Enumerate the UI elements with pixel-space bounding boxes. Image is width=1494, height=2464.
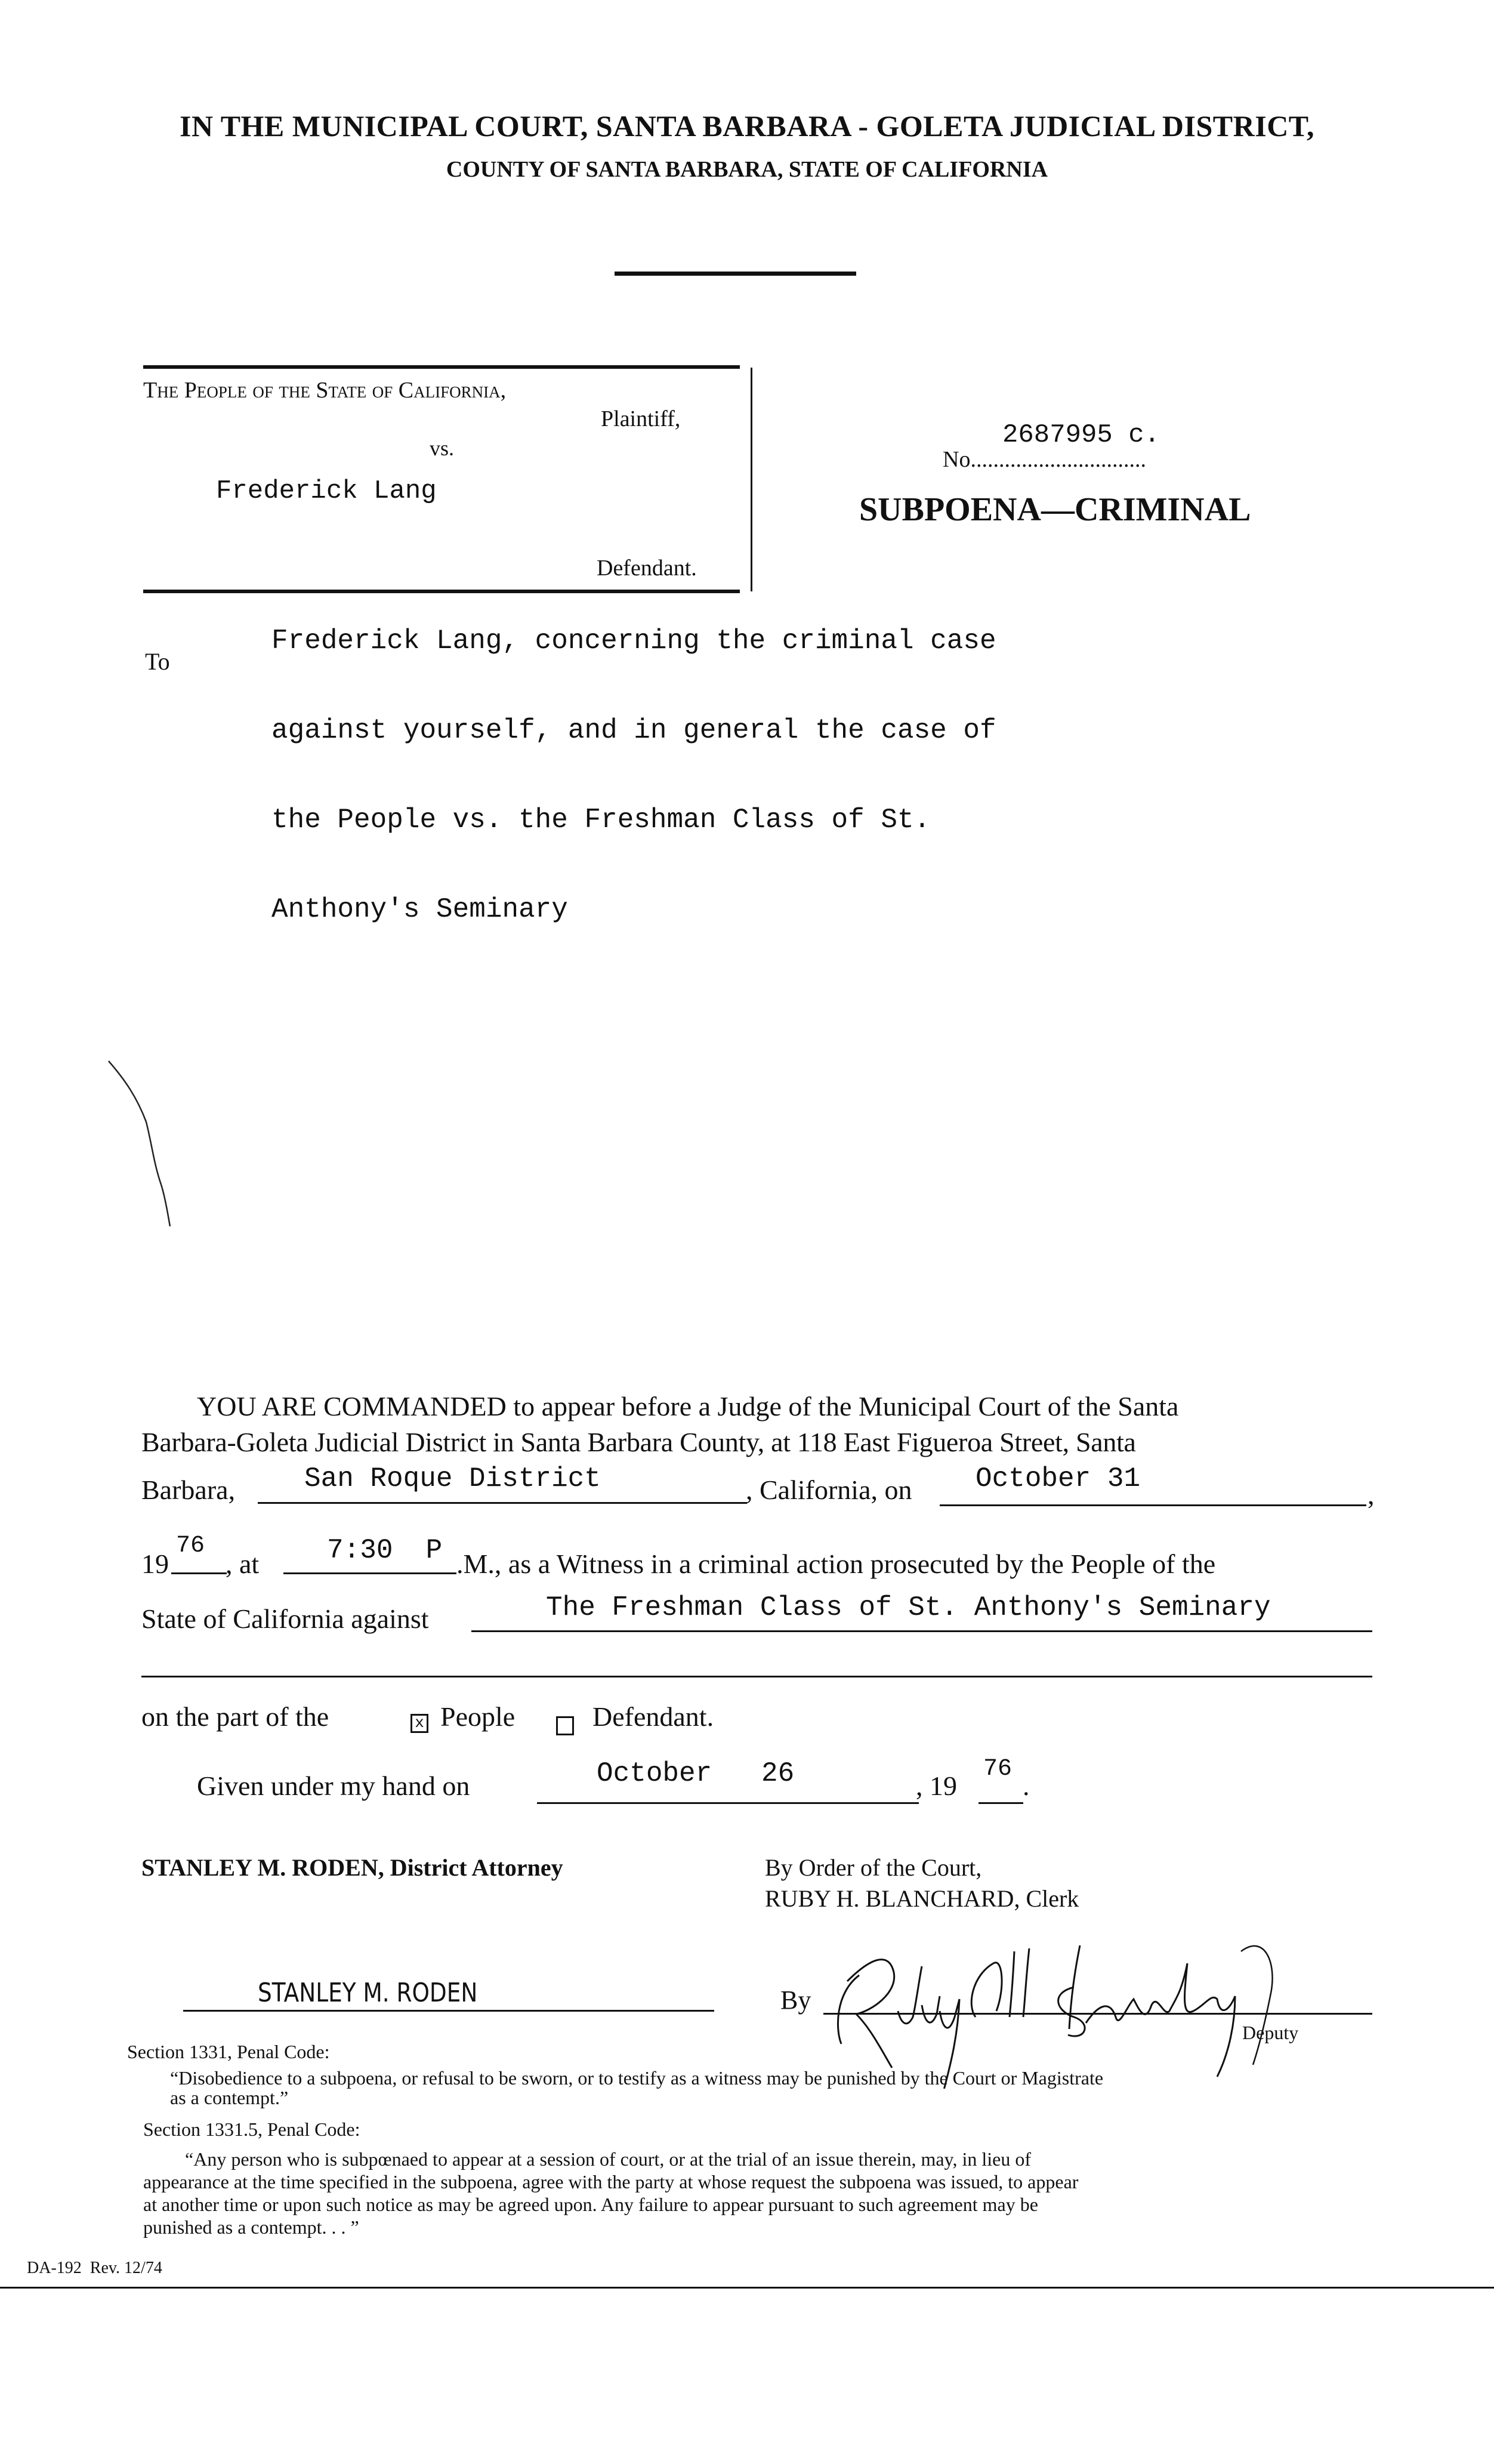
command-line-2: Barbara-Goleta Judicial District in Santa Barbara County, at 118 East Figueroa Street, Santa bbox=[141, 1427, 1136, 1457]
command-line-1: YOU ARE COMMANDED to appear before a Judge of the Municipal Court of the Santa bbox=[197, 1391, 1179, 1421]
to-label: To bbox=[145, 648, 170, 675]
year-prefix: 19 bbox=[141, 1549, 169, 1579]
case-no-label: No. bbox=[943, 447, 976, 472]
against-value[interactable]: The Freshman Class of St. Anthony's Seminary bbox=[546, 1592, 1271, 1623]
time-field-line bbox=[283, 1572, 456, 1574]
da-signature: STANLEY M. RODEN bbox=[258, 1978, 478, 2008]
witness-text: .M., as a Witness in a criminal action prosecuted by the People of the bbox=[456, 1549, 1216, 1579]
date-comma: , bbox=[1368, 1479, 1375, 1510]
clerk-handwritten-signature bbox=[823, 1939, 1348, 2089]
order-line: By Order of the Court, bbox=[765, 1854, 982, 1881]
caption-top-rule bbox=[143, 365, 740, 369]
document-title: SUBPOENA—CRIMINAL bbox=[859, 491, 1251, 528]
plaintiff-label: Plaintiff, bbox=[601, 406, 681, 431]
against-field-line bbox=[471, 1630, 1372, 1632]
s1331-line-2: as a contempt.” bbox=[170, 2087, 289, 2108]
by-label: By bbox=[780, 1985, 811, 2015]
header-divider bbox=[615, 272, 856, 276]
form-id: DA-192 Rev. 12/74 bbox=[27, 2259, 162, 2277]
people-checkbox[interactable] bbox=[410, 1714, 428, 1733]
to-line-3: the People vs. the Freshman Class of St. bbox=[271, 804, 931, 835]
clerk-line: RUBY H. BLANCHARD, Clerk bbox=[765, 1885, 1079, 1912]
on-part-prefix: on the part of the bbox=[141, 1701, 329, 1732]
caption-right-rule bbox=[751, 368, 752, 591]
defendant-name: Frederick Lang bbox=[216, 476, 437, 506]
given-prefix: Given under my hand on bbox=[197, 1771, 470, 1801]
appearance-date-field-line bbox=[940, 1504, 1366, 1506]
s1331-title: Section 1331, Penal Code: bbox=[127, 2041, 330, 2062]
da-title: STANLEY M. RODEN, District Attorney bbox=[141, 1854, 563, 1881]
at-label: , at bbox=[226, 1549, 260, 1579]
appearance-year-value[interactable]: 76 bbox=[176, 1532, 205, 1559]
s13315-line-3: at another time or upon such notice as may be agreed upon. Any failure to appear pursuant to such agreement may be bbox=[143, 2194, 1038, 2215]
given-year-value[interactable]: 76 bbox=[983, 1756, 1013, 1783]
given-year-field-line bbox=[978, 1802, 1023, 1804]
county-heading: COUNTY OF SANTA BARBARA, STATE OF CALIFORNIA bbox=[446, 157, 1048, 182]
year-field-line bbox=[171, 1572, 227, 1574]
to-line-1: Frederick Lang, concerning the criminal case bbox=[271, 625, 996, 656]
against-prefix: State of California against bbox=[141, 1603, 429, 1634]
appearance-time-value[interactable]: 7:30 P bbox=[327, 1535, 443, 1566]
case-no-dots: .............................. bbox=[976, 447, 1146, 472]
against-continuation-line bbox=[141, 1676, 1372, 1677]
location-value[interactable]: San Roque District bbox=[304, 1463, 601, 1494]
plaintiff-name: The People of the State of California, bbox=[143, 378, 507, 403]
footer-rule bbox=[0, 2287, 1494, 2289]
stray-pen-mark bbox=[101, 1056, 179, 1235]
da-signature-line bbox=[183, 2010, 714, 2012]
people-label: People bbox=[440, 1701, 516, 1732]
california-on-label: , California, on bbox=[746, 1475, 912, 1505]
s13315-line-4: punished as a contempt. . . ” bbox=[143, 2216, 359, 2238]
appearance-date-value[interactable]: October 31 bbox=[976, 1463, 1141, 1494]
given-year-prefix: , 19 bbox=[916, 1771, 957, 1801]
defendant-label: Defendant. bbox=[597, 556, 697, 581]
case-no-row bbox=[943, 446, 1146, 473]
s1331-line-1: “Disobedience to a subpoena, or refusal to be sworn, or to testify as a witness may be punished by the Court or Magistrate bbox=[170, 2067, 1104, 2089]
case-number: 2687995 c. bbox=[1002, 420, 1160, 450]
barbara-prefix: Barbara, bbox=[141, 1475, 236, 1505]
to-line-4: Anthony's Seminary bbox=[271, 894, 568, 925]
to-line-2: against yourself, and in general the case of bbox=[271, 715, 996, 746]
given-suffix: . bbox=[1023, 1771, 1030, 1801]
defendant-checkbox[interactable] bbox=[556, 1716, 574, 1735]
people-check-mark: x bbox=[415, 1714, 424, 1732]
given-date-field-line bbox=[537, 1802, 919, 1804]
location-field-line bbox=[258, 1502, 747, 1504]
s13315-line-1: “Any person who is subpœnaed to appear at a session of court, or at the trial of an issue therein, may, in lieu of bbox=[185, 2148, 1031, 2170]
defendant-option-label: Defendant. bbox=[592, 1701, 714, 1732]
s13315-title: Section 1331.5, Penal Code: bbox=[143, 2118, 360, 2140]
deputy-label: Deputy bbox=[1242, 2022, 1299, 2043]
given-date-value[interactable]: October 26 bbox=[597, 1758, 795, 1789]
vs-label: vs. bbox=[430, 436, 455, 460]
caption-bottom-rule bbox=[143, 590, 740, 593]
court-heading: IN THE MUNICIPAL COURT, SANTA BARBARA - GOLETA JUDICIAL DISTRICT, bbox=[180, 109, 1314, 143]
s13315-line-2: appearance at the time specified in the subpoena, agree with the party at whose request the subpoena was issued, to appear bbox=[143, 2171, 1079, 2192]
